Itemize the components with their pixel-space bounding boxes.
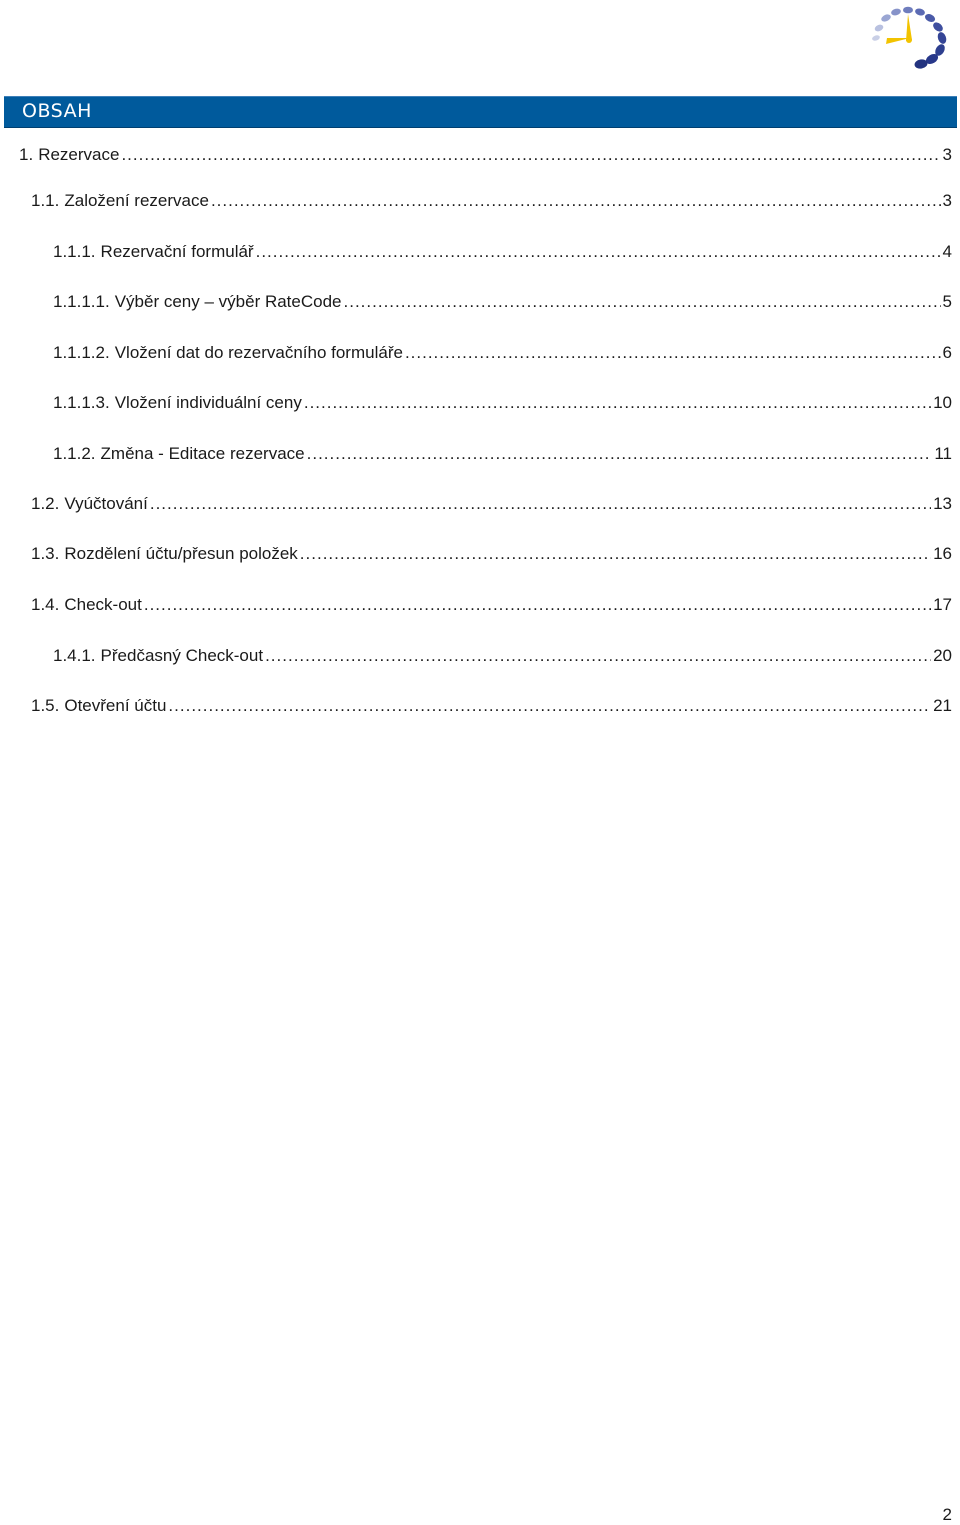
toc-entry[interactable]	[31, 542, 952, 566]
toc-header-bar	[4, 96, 957, 128]
toc-entry-page: 6	[942, 343, 952, 362]
toc-entry-title: Check-out	[64, 595, 142, 614]
toc-heading: OBSAH	[22, 100, 92, 122]
toc-entry-page: 4	[942, 242, 952, 261]
toc-entry-title: Založení rezervace	[64, 191, 209, 210]
toc-entry-page: 11	[934, 444, 952, 463]
toc-entry-title: Vyúčtování	[64, 494, 148, 513]
toc-dot-leader	[144, 593, 931, 617]
toc-entry[interactable]	[31, 492, 952, 516]
toc-dot-leader	[168, 694, 931, 718]
toc-entry-title: Předčasný Check-out	[100, 646, 264, 665]
toc-entry-number: 1.5.	[31, 696, 60, 715]
toc-dot-leader	[265, 644, 931, 668]
toc-dot-leader	[344, 290, 941, 314]
toc-entry-title: Otevření účtu	[64, 696, 167, 715]
toc-entry-title: Rozdělení účtu/přesun položek	[64, 544, 298, 563]
toc-entry-page: 13	[933, 494, 952, 513]
toc-entry[interactable]	[31, 694, 952, 718]
toc-entry[interactable]	[53, 644, 952, 668]
toc-entry-page: 3	[942, 191, 952, 210]
toc-entry-page: 5	[942, 292, 952, 311]
toc-entry-page: 21	[933, 696, 952, 715]
toc-entry[interactable]	[53, 391, 952, 415]
page-number: 2	[942, 1505, 952, 1524]
toc-dot-leader	[304, 391, 931, 415]
toc-dot-leader	[405, 341, 941, 365]
toc-entry-title: Změna - Editace rezervace	[100, 444, 305, 463]
toc-entry-number: 1.3.	[31, 544, 60, 563]
toc-dot-leader	[256, 240, 941, 264]
toc-dot-leader	[307, 442, 933, 466]
toc-entry-number: 1.1.1.1.	[53, 292, 110, 311]
toc-entry-title: Vložení individuální ceny	[114, 393, 302, 412]
toc-entry-number: 1.	[19, 145, 34, 164]
toc-entry-number: 1.4.	[31, 595, 60, 614]
toc-dot-leader	[211, 189, 941, 213]
toc-entry[interactable]	[31, 593, 952, 617]
toc-entry-title: Vložení dat do rezervačního formuláře	[114, 343, 403, 362]
clock-dots-logo-icon	[866, 4, 956, 72]
toc-entry-page: 3	[942, 145, 952, 164]
toc-entry-number: 1.1.2.	[53, 444, 96, 463]
toc-entry[interactable]	[53, 341, 952, 365]
toc-dot-leader	[300, 542, 931, 566]
toc-dot-leader	[150, 492, 931, 516]
toc-entry-page: 20	[933, 646, 952, 665]
toc-entry-page: 17	[933, 595, 952, 614]
toc-entry[interactable]	[53, 442, 952, 466]
toc-entry[interactable]	[53, 240, 952, 264]
toc-dot-leader	[121, 143, 940, 167]
toc-entry-title: Rezervace	[38, 145, 120, 164]
toc-entry-number: 1.4.1.	[53, 646, 96, 665]
toc-entry-page: 10	[933, 393, 952, 412]
toc-entry-number: 1.1.1.3.	[53, 393, 110, 412]
toc-entry-title: Výběr ceny – výběr RateCode	[114, 292, 342, 311]
toc-entry-number: 1.1.1.2.	[53, 343, 110, 362]
toc-entry-number: 1.1.1.	[53, 242, 96, 261]
toc-entry-number: 1.1.	[31, 191, 60, 210]
toc-entry[interactable]	[31, 189, 952, 213]
toc-entry[interactable]	[53, 290, 952, 314]
toc-entry[interactable]	[19, 143, 952, 167]
toc-entry-number: 1.2.	[31, 494, 60, 513]
toc-entry-title: Rezervační formulář	[100, 242, 254, 261]
toc-entry-page: 16	[933, 544, 952, 563]
